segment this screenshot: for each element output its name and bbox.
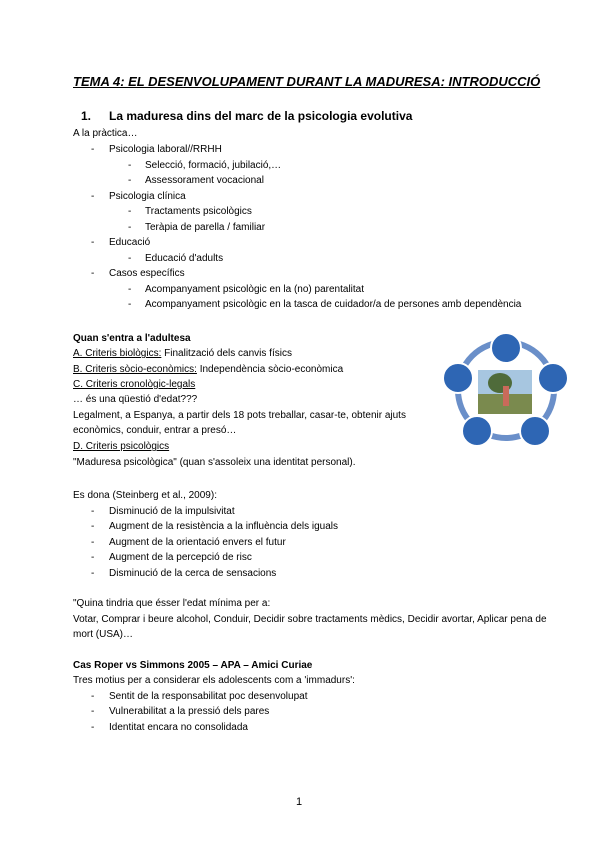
cycle-node [443, 363, 473, 393]
list-item: Augment de la orientació envers el futur [109, 537, 286, 548]
list-dash: - [91, 537, 95, 548]
list-item: Sentit de la responsabilitat poc desenvolupat [109, 691, 308, 702]
list-dash: - [91, 144, 95, 155]
list-dash: - [128, 160, 132, 171]
photo-figure [503, 386, 509, 406]
question-line3: mort (USA)… [73, 629, 133, 640]
list-dash: - [128, 253, 132, 264]
list-item: Vulnerabilitat a la pressió dels pares [109, 706, 270, 717]
sub-list-item: Assessorament vocacional [145, 175, 264, 186]
list-dash: - [128, 284, 132, 295]
list-dash: - [91, 691, 95, 702]
section-intro: A la pràctica… [73, 128, 138, 139]
list-item: Identitat encara no consolidada [109, 722, 248, 733]
section-heading [81, 109, 412, 123]
list-dash: - [91, 268, 95, 279]
list-item: Psicologia clínica [109, 191, 186, 202]
list-item: Casos específics [109, 268, 185, 279]
list-dash: - [91, 191, 95, 202]
list-item: Augment de la resistència a la influència dels iguals [109, 521, 339, 532]
criterion-a [73, 348, 292, 360]
sub-list-item: Acompanyament psicològic en la tasca de cuidador/a de persones amb dependència [145, 299, 522, 310]
list-dash: - [91, 722, 95, 733]
sub-list-item: Selecció, formació, jubilació,… [145, 160, 282, 171]
list-dash: - [128, 206, 132, 217]
criterion-c-label: C. Criteris cronològic-legals [73, 379, 196, 390]
list-item: Disminució de la impulsivitat [109, 506, 235, 517]
list-dash: - [91, 237, 95, 248]
list-dash: - [91, 706, 95, 717]
list-item: Augment de la percepció de risc [109, 552, 252, 563]
cycle-node [491, 333, 521, 363]
page-number: 1 [296, 796, 303, 808]
sub-list-item: Educació d'adults [145, 253, 224, 264]
list-item: Educació [109, 237, 151, 248]
cycle-node [462, 416, 492, 446]
list-dash: - [91, 568, 95, 579]
roper-intro: Tres motius per a considerar els adolescents com a 'immadurs': [73, 675, 355, 686]
section-heading-text: La maduresa dins del marc de la psicologia evolutiva [109, 109, 413, 123]
criterion-d-text: "Maduresa psicològica" (quan s'assoleix una identitat personal). [73, 457, 356, 468]
criterion-c-line1: … és una qüestió d'edat??? [73, 394, 198, 405]
criterion-a-label: A. Criteris biològics: [73, 348, 162, 359]
list-dash: - [128, 222, 132, 233]
list-dash: - [91, 521, 95, 532]
list-item: Psicologia laboral//RRHH [109, 144, 222, 155]
criterion-b-label: B. Criteris sòcio-econòmics: [73, 364, 197, 375]
criterion-c-line2: Legalment, a Espanya, a partir dels 18 pots treballar, casar-te, obtenir ajuts [73, 410, 406, 421]
section-number: 1. [81, 109, 92, 123]
sub-list-item: Tractaments psicològics [145, 206, 252, 217]
document-title: TEMA 4: EL DESENVOLUPAMENT DURANT LA MADURESA: INTRODUCCIÓ [73, 74, 541, 89]
list-dash: - [128, 299, 132, 310]
criterion-b-text: Independència sòcio-econòmica [196, 364, 344, 375]
sub-list-item: Acompanyament psicològic en la (no) parentalitat [145, 284, 365, 295]
list-dash: - [128, 175, 132, 186]
adultesa-heading: Quan s'entra a l'adultesa [73, 333, 191, 344]
criterion-d-label: D. Criteris psicològics [73, 441, 170, 452]
list-item: Disminució de la cerca de sensacions [109, 568, 277, 579]
question-line1: "Quina tindria que ésser l'edat mínima per a: [73, 598, 271, 609]
sub-list-item: Teràpia de parella / familiar [145, 222, 266, 233]
cycle-diagram [410, 328, 580, 448]
criterion-a-text: Finalització dels canvis físics [161, 348, 292, 359]
criterion-c-line3: econòmics, conduir, entrar a presó… [73, 425, 237, 436]
question-line2: Votar, Comprar i beure alcohol, Conduir, Decidir sobre tractaments mèdics, Decidir avortar, Aplicar pena de [73, 614, 547, 625]
steinberg-intro: Es dona (Steinberg et al., 2009): [73, 490, 217, 501]
cycle-node [538, 363, 568, 393]
cycle-node [520, 416, 550, 446]
criterion-b [73, 364, 343, 376]
list-dash: - [91, 552, 95, 563]
roper-heading: Cas Roper vs Simmons 2005 – APA – Amici Curiae [73, 660, 313, 671]
list-dash: - [91, 506, 95, 517]
